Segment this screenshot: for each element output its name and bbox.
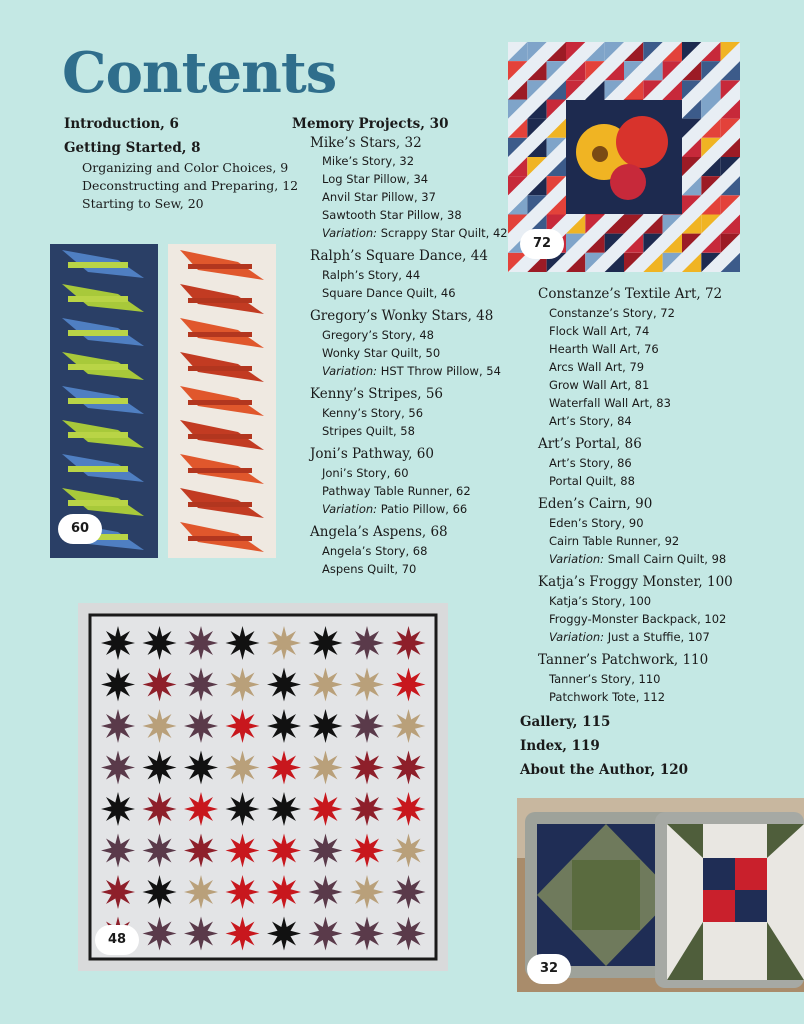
table-runners-photo	[48, 242, 278, 560]
toc-entry	[82, 160, 288, 175]
toc-entry-text: Pathway Table Runner, 62	[322, 484, 471, 498]
toc-entry-text: Angela’s Story, 68	[322, 544, 428, 558]
toc-entry-text: About the Author, 120	[520, 762, 689, 778]
toc-entry-text: Katja’s Story, 100	[549, 594, 652, 608]
page-badge: 72	[520, 229, 564, 259]
toc-entry-text: Constanze’s Textile Art, 72	[538, 286, 723, 302]
toc-entry-text: Arcs Wall Art, 79	[549, 360, 645, 374]
toc-entry-text: Starting to Sew, 20	[82, 196, 204, 211]
toc-entry	[549, 324, 649, 338]
toc-entry-text: Mike’s Stars, 32	[310, 135, 422, 151]
toc-entry-text: Patio Pillow, 66	[377, 502, 468, 516]
variation-label: Variation:	[322, 226, 378, 240]
toc-entry	[322, 502, 467, 516]
toc-entry-text: Tanner’s Story, 110	[549, 672, 661, 686]
toc-entry	[549, 396, 671, 410]
toc-entry-text: Wonky Star Quilt, 50	[322, 346, 441, 360]
variation-label: Variation:	[549, 552, 605, 566]
star-quilt-photo	[78, 603, 448, 971]
toc-entry	[538, 496, 652, 512]
toc-entry	[549, 612, 726, 626]
toc-entry	[549, 534, 679, 548]
hst-quilt-photo	[508, 42, 740, 272]
toc-entry-text: Getting Started, 8	[64, 140, 201, 156]
toc-entry	[549, 474, 635, 488]
toc-entry	[549, 594, 651, 608]
toc-entry-text: Just a Stuffie, 107	[604, 630, 710, 644]
toc-entry	[322, 190, 436, 204]
pillows-photo	[517, 798, 804, 992]
toc-entry-text: Introduction, 6	[64, 116, 179, 132]
toc-entry	[310, 524, 448, 540]
toc-entry	[322, 226, 508, 240]
toc-entry	[549, 552, 726, 566]
toc-entry	[322, 208, 462, 222]
toc-entry	[292, 116, 448, 132]
toc-entry-text: Scrappy Star Quilt, 42	[377, 226, 508, 240]
toc-entry	[549, 630, 710, 644]
toc-entry-text: Hearth Wall Art, 76	[549, 342, 659, 356]
toc-entry	[538, 286, 722, 302]
toc-entry-text: Eden’s Cairn, 90	[538, 496, 653, 512]
toc-entry-text: Art’s Story, 86	[549, 456, 632, 470]
toc-entry	[549, 342, 659, 356]
toc-entry-text: Mike’s Story, 32	[322, 154, 415, 168]
toc-entry-text: Gregory’s Story, 48	[322, 328, 434, 342]
toc-entry-text: Constanze’s Story, 72	[549, 306, 675, 320]
toc-entry-text: Art’s Story, 84	[549, 414, 632, 428]
toc-entry-text: Kenny’s Story, 56	[322, 406, 424, 420]
toc-entry	[520, 714, 610, 730]
toc-entry	[322, 364, 501, 378]
toc-entry	[520, 762, 688, 778]
toc-entry-text: Organizing and Color Choices, 9	[82, 160, 289, 175]
toc-entry	[322, 544, 427, 558]
toc-entry	[82, 196, 204, 211]
toc-entry-text: Flock Wall Art, 74	[549, 324, 650, 338]
toc-entry	[549, 306, 675, 320]
toc-entry	[538, 652, 708, 668]
toc-entry-text: HST Throw Pillow, 54	[377, 364, 501, 378]
page-badge: 48	[95, 925, 139, 955]
toc-entry	[549, 456, 632, 470]
page-title: Contents	[62, 40, 337, 106]
toc-entry	[310, 446, 434, 462]
variation-label: Variation:	[322, 502, 378, 516]
toc-entry-text: Waterfall Wall Art, 83	[549, 396, 671, 410]
toc-entry-text: Index, 119	[520, 738, 600, 754]
variation-label: Variation:	[549, 630, 605, 644]
toc-entry	[322, 286, 456, 300]
toc-entry	[322, 346, 440, 360]
toc-entry-text: Portal Quilt, 88	[549, 474, 635, 488]
toc-entry-text: Square Dance Quilt, 46	[322, 286, 456, 300]
toc-entry-text: Anvil Star Pillow, 37	[322, 190, 436, 204]
toc-entry-text: Log Star Pillow, 34	[322, 172, 429, 186]
variation-label: Variation:	[322, 364, 378, 378]
toc-entry	[322, 406, 423, 420]
toc-entry	[64, 116, 179, 132]
toc-entry	[64, 140, 201, 156]
toc-entry	[549, 690, 665, 704]
toc-entry-text: Sawtooth Star Pillow, 38	[322, 208, 462, 222]
toc-entry-text: Gregory’s Wonky Stars, 48	[310, 308, 494, 324]
toc-entry	[549, 414, 632, 428]
toc-entry-text: Gallery, 115	[520, 714, 611, 730]
toc-entry-text: Katja’s Froggy Monster, 100	[538, 574, 733, 590]
toc-entry	[538, 574, 733, 590]
toc-entry-text: Joni’s Story, 60	[322, 466, 409, 480]
toc-entry-text: Art’s Portal, 86	[538, 436, 642, 452]
toc-entry	[538, 436, 642, 452]
toc-entry	[322, 424, 415, 438]
toc-entry-text: Cairn Table Runner, 92	[549, 534, 680, 548]
toc-entry-text: Deconstructing and Preparing, 12	[82, 178, 299, 193]
toc-entry-text: Angela’s Aspens, 68	[310, 524, 448, 540]
toc-entry	[310, 386, 443, 402]
toc-entry	[322, 484, 471, 498]
page-badge: 60	[58, 514, 102, 544]
toc-entry	[310, 248, 488, 264]
toc-entry	[322, 562, 416, 576]
toc-entry	[322, 328, 434, 342]
toc-entry-text: Joni’s Pathway, 60	[310, 446, 434, 462]
toc-entry-text: Ralph’s Story, 44	[322, 268, 421, 282]
toc-entry	[310, 308, 493, 324]
toc-entry	[322, 154, 414, 168]
toc-entry-text: Stripes Quilt, 58	[322, 424, 415, 438]
toc-entry-text: Kenny’s Stripes, 56	[310, 386, 444, 402]
toc-entry	[549, 516, 644, 530]
toc-entry	[549, 360, 644, 374]
toc-entry-text: Small Cairn Quilt, 98	[604, 552, 727, 566]
toc-entry	[549, 672, 661, 686]
toc-entry-text: Ralph’s Square Dance, 44	[310, 248, 488, 264]
toc-entry	[549, 378, 649, 392]
toc-entry	[322, 172, 428, 186]
toc-entry	[520, 738, 600, 754]
toc-entry-text: Aspens Quilt, 70	[322, 562, 417, 576]
toc-entry	[310, 135, 422, 151]
toc-entry-text: Froggy-Monster Backpack, 102	[549, 612, 727, 626]
page-badge: 32	[527, 954, 571, 984]
toc-entry	[322, 268, 420, 282]
toc-entry-text: Patchwork Tote, 112	[549, 690, 666, 704]
toc-entry	[82, 178, 298, 193]
toc-entry-text: Memory Projects, 30	[292, 116, 449, 132]
toc-entry-text: Tanner’s Patchwork, 110	[538, 652, 709, 668]
toc-entry	[322, 466, 409, 480]
toc-entry-text: Eden’s Story, 90	[549, 516, 644, 530]
toc-entry-text: Grow Wall Art, 81	[549, 378, 650, 392]
